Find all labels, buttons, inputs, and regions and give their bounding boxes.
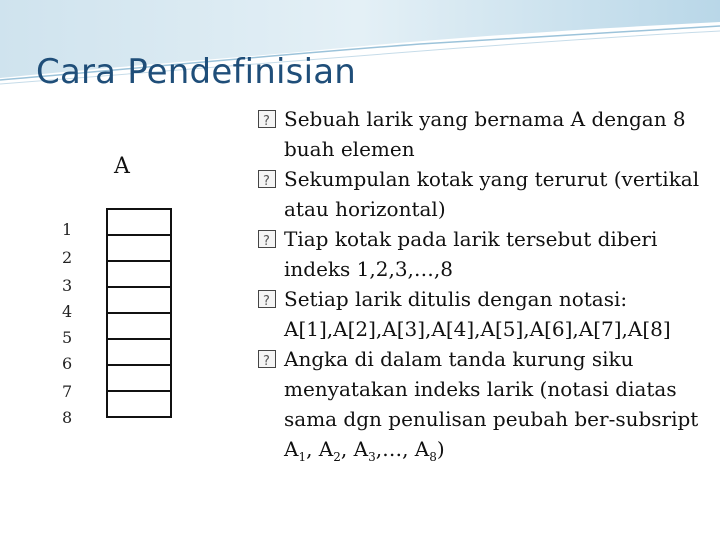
page-title: Cara Pendefinisian bbox=[36, 52, 357, 92]
bullet-marker-icon bbox=[258, 110, 276, 128]
bullet-text bbox=[284, 347, 699, 464]
bullet-item bbox=[258, 284, 708, 344]
array-cell bbox=[106, 312, 172, 338]
array-cell bbox=[106, 260, 172, 286]
subscript: 8 bbox=[429, 450, 437, 464]
bullet-item bbox=[258, 344, 708, 464]
bullet-text-part: ) bbox=[436, 437, 445, 461]
subscript: 2 bbox=[333, 450, 341, 464]
array-name-label: A bbox=[114, 154, 130, 179]
array-cell bbox=[106, 208, 172, 234]
subscript: 3 bbox=[368, 450, 376, 464]
index-label-8: 8 bbox=[62, 408, 73, 427]
array-cell bbox=[106, 390, 172, 418]
subscript: 1 bbox=[298, 450, 307, 464]
bullet-text: Sebuah larik yang bernama A dengan 8 buah elemen bbox=[284, 107, 686, 161]
bullet-text-part: ,…, A bbox=[375, 437, 430, 461]
bullet-marker-icon bbox=[258, 350, 276, 368]
index-label-2: 2 bbox=[62, 248, 73, 267]
index-label-7: 7 bbox=[62, 382, 73, 401]
array-diagram bbox=[106, 208, 172, 418]
bullet-item bbox=[258, 104, 708, 164]
array-cell bbox=[106, 338, 172, 364]
bullet-text: Setiap larik ditulis dengan notasi: A[1],A[2],A[3],A[4],A[5],A[6],A[7],A[8] bbox=[284, 287, 671, 341]
bullet-item bbox=[258, 164, 708, 224]
index-label-6: 6 bbox=[62, 354, 73, 373]
bullet-text: Tiap kotak pada larik tersebut diberi indeks 1,2,3,…,8 bbox=[284, 227, 658, 281]
bullet-list bbox=[258, 104, 708, 464]
index-label-4: 4 bbox=[62, 302, 73, 321]
bullet-text: Sekumpulan kotak yang terurut (vertikal atau horizontal) bbox=[284, 167, 700, 221]
index-label-5: 5 bbox=[62, 328, 73, 347]
array-cell bbox=[106, 286, 172, 312]
index-label-1: 1 bbox=[62, 220, 73, 239]
bullet-text-part: Angka di dalam tanda kurung siku menyatakan indeks larik (notasi diatas sama dgn penulisan peubah ber-subsript A bbox=[284, 347, 699, 461]
array-cell bbox=[106, 364, 172, 390]
index-label-3: 3 bbox=[62, 276, 73, 295]
bullet-marker-icon bbox=[258, 230, 276, 248]
bullet-marker-icon bbox=[258, 170, 276, 188]
bullet-item bbox=[258, 224, 708, 284]
bullet-text-part: , A bbox=[340, 437, 369, 461]
array-cell bbox=[106, 234, 172, 260]
bullet-text-part: , A bbox=[306, 437, 334, 461]
bullet-marker-icon bbox=[258, 290, 276, 308]
